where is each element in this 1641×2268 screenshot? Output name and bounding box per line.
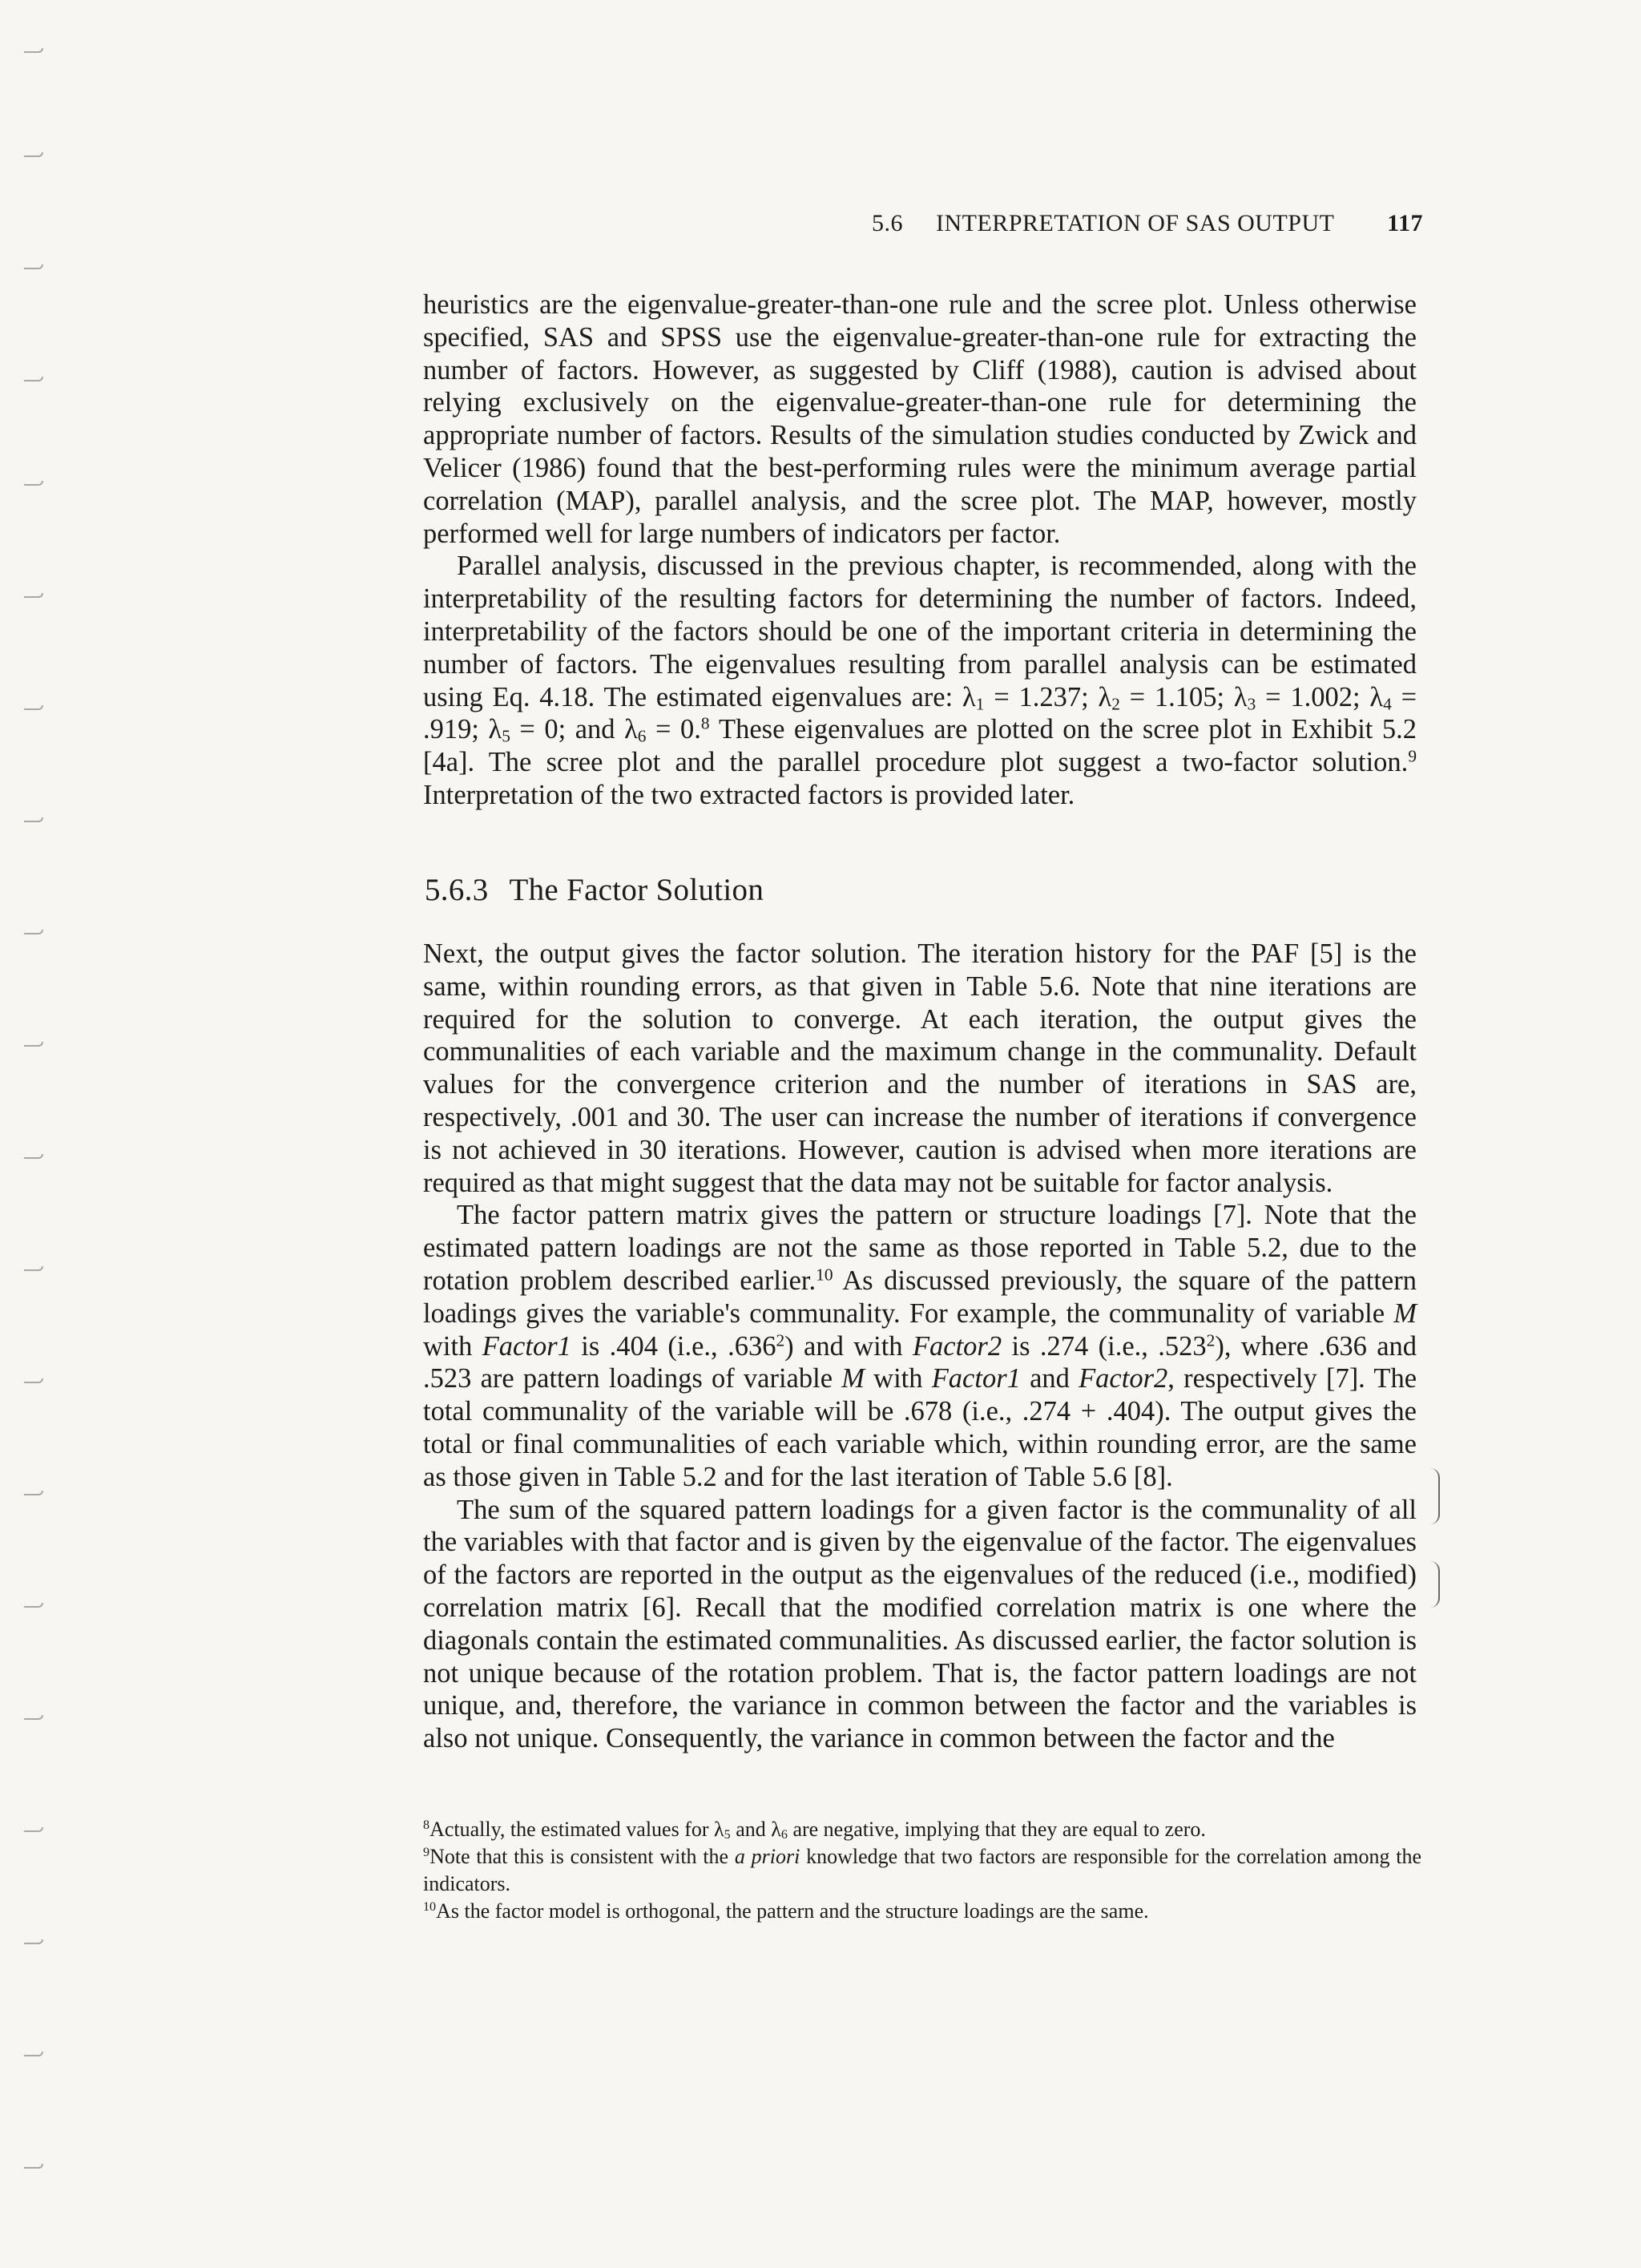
binding-mark: [24, 264, 43, 269]
eigenvalue-lambda-1: $\lambda_1 = 1.237$;: [962, 681, 1089, 713]
binding-mark: [24, 152, 43, 157]
binding-mark: [24, 1378, 43, 1383]
footnote-ref-9[interactable]: 9: [1408, 746, 1417, 766]
margin-annotation-brace: [1430, 1468, 1440, 1524]
binding-mark: [24, 1042, 43, 1047]
footnote-ref-10[interactable]: 10: [816, 1265, 833, 1285]
running-head: [872, 210, 1423, 242]
eigenvalue-lambda-2: $\lambda_2 = 1.105$;: [1098, 681, 1225, 713]
binding-mark: [24, 930, 43, 934]
footnote-ref-8[interactable]: 8: [700, 713, 710, 733]
binding-mark: [24, 817, 43, 822]
binding-mark: [24, 1491, 43, 1495]
binding-mark: [24, 48, 43, 53]
binding-mark: [24, 2052, 43, 2056]
binding-mark: [24, 1603, 43, 1608]
section-heading-number: 5.6.3: [425, 873, 489, 907]
body-text-top: [423, 289, 1417, 812]
binding-mark: [24, 593, 43, 598]
footnote-9: $^9$Note that this is consistent with the a priori knowledge that two factors are responsible for the correlation among the indicators.: [423, 1845, 1422, 1895]
section-heading-title: The Factor Solution: [509, 873, 764, 907]
eigenvalue-lambda-3: $\lambda_3 = 1.002$;: [1233, 681, 1361, 713]
text-run: Interpretation of the two extracted factors is provided later.: [423, 779, 1075, 810]
eigenvalue-lambda-6: $\lambda_6 = 0$.: [624, 714, 701, 746]
paragraph-heuristics: heuristics are the eigenvalue-greater-than-one rule and the scree plot. Unless otherwise specified, SAS and SPSS use the eigenvalue-greater-than-one rule for extracting the number of factors. However, as suggested by Cliff (1988), caution is advised about relying exclusively on the eigenvalue-greater-than-one rule for determining the appropriate number of factors. Results of the simulation studies conducted by Zwick and Velicer (1986) found that the best-performing rules were the minimum average partial correlation (MAP), parallel analysis, and the scree plot. The MAP, however, mostly performed well for large numbers of indicators per factor.: [423, 289, 1417, 549]
page-number: 117: [1387, 210, 1423, 236]
footnotes: [423, 1816, 1421, 1925]
factor1-label: Factor1: [482, 1330, 571, 1362]
binding-mark: [24, 1939, 43, 1944]
binding-mark: [24, 705, 43, 710]
eigenvalue-lambda-4: $\lambda_4 = .919$;: [423, 681, 1417, 745]
footnote-8: $^8$Actually, the estimated values for $\lambda_5$ and $\lambda_6$ are negative, implying that they are equal to zero.: [423, 1818, 1206, 1842]
section-heading: [425, 872, 764, 908]
eigenvalue-lambda-5: $\lambda_5 = 0$; and: [488, 714, 615, 746]
factor2-label: Factor2: [912, 1330, 1002, 1362]
binding-mark: [24, 1715, 43, 1720]
running-head-section-number: 5.6: [872, 210, 903, 236]
binding-mark: [24, 2164, 43, 2169]
body-text-factor-solution: [423, 938, 1417, 1755]
running-head-section-title: INTERPRETATION OF SAS OUTPUT: [936, 210, 1335, 236]
text-run: These eigenvalues are plotted on the scree plot in Exhibit 5.2 [4a]. The scree plot and the parallel procedure plot suggest a two-factor solution.: [423, 714, 1417, 778]
paragraph-parallel-analysis: [423, 550, 1417, 811]
binding-mark: [24, 1266, 43, 1271]
margin-annotation-brace: [1430, 1561, 1440, 1608]
footnote-10: $^{10}$As the factor model is orthogonal, the pattern and the structure loadings are the same.: [423, 1899, 1149, 1923]
paragraph-pattern-matrix: The factor pattern matrix gives the pattern or structure loadings [7]. Note that the estimated pattern loadings are not the same as those reported in Table 5.2, due to the rotation problem described earlier.$^{10}$ As discussed previously, the square of the pattern loadings gives the variable's communality. For example, the communality of variable M with Factor1 is .404 (i.e., .636$^2$) and with Factor2 is .274 (i.e., .523$^2$), where .636 and .523 are pattern loadings of variable M with Factor1 and Factor2, respectively [7]. The total communality of the variable will be .678 (i.e., .274 + .404). The output gives the total or final communalities of each variable which, within rounding error, are the same as those given in Table 5.2 and for the last iteration of Table 5.6 [8].: [423, 1200, 1417, 1492]
binding-mark: [24, 481, 43, 486]
paragraph-iteration-history: Next, the output gives the factor solution. The iteration history for the PAF [5] is the same, within rounding errors, as that given in Table 5.6. Note that nine iterations are required for the solution to converge. At each iteration, the output gives the communalities of each variable and the maximum change in the communality. Default values for the convergence criterion and the number of iterations in SAS are, respectively, .001 and 30. The user can increase the number of iterations if convergence is not achieved in 30 iterations. However, caution is advised when more iterations are required as that might suggest that the data may not be suitable for factor analysis.: [423, 938, 1417, 1198]
variable-m: M: [1393, 1297, 1417, 1329]
binding-mark: [24, 377, 43, 381]
text-run: Parallel analysis, discussed in the previous chapter, is recommended, along with the interpretability of the resulting factors for determining the number of factors. Indeed, interpretability of the factors should be one of the important criteria in determining the number of factors. The eigenvalues resulting from parallel analysis can be estimated using Eq. 4.18. The estimated eigenvalues are:: [423, 551, 1417, 712]
binding-mark: [24, 1827, 43, 1832]
binding-mark: [24, 1154, 43, 1159]
paragraph-squared-loadings: The sum of the squared pattern loadings for a given factor is the communality of all the variables with that factor and is given by the eigenvalue of the factor. The eigenvalues of the factors are reported in the output as the eigenvalues of the reduced (i.e., modified) correlation matrix [6]. Recall that the modified correlation matrix is one where the diagonals contain the estimated communalities. As discussed earlier, the factor solution is not unique because of the rotation problem. That is, the factor pattern loadings are not unique, and, therefore, the variance in common between the factor and the variables is also not unique. Consequently, the variance in common between the factor and the: [423, 1494, 1417, 1754]
